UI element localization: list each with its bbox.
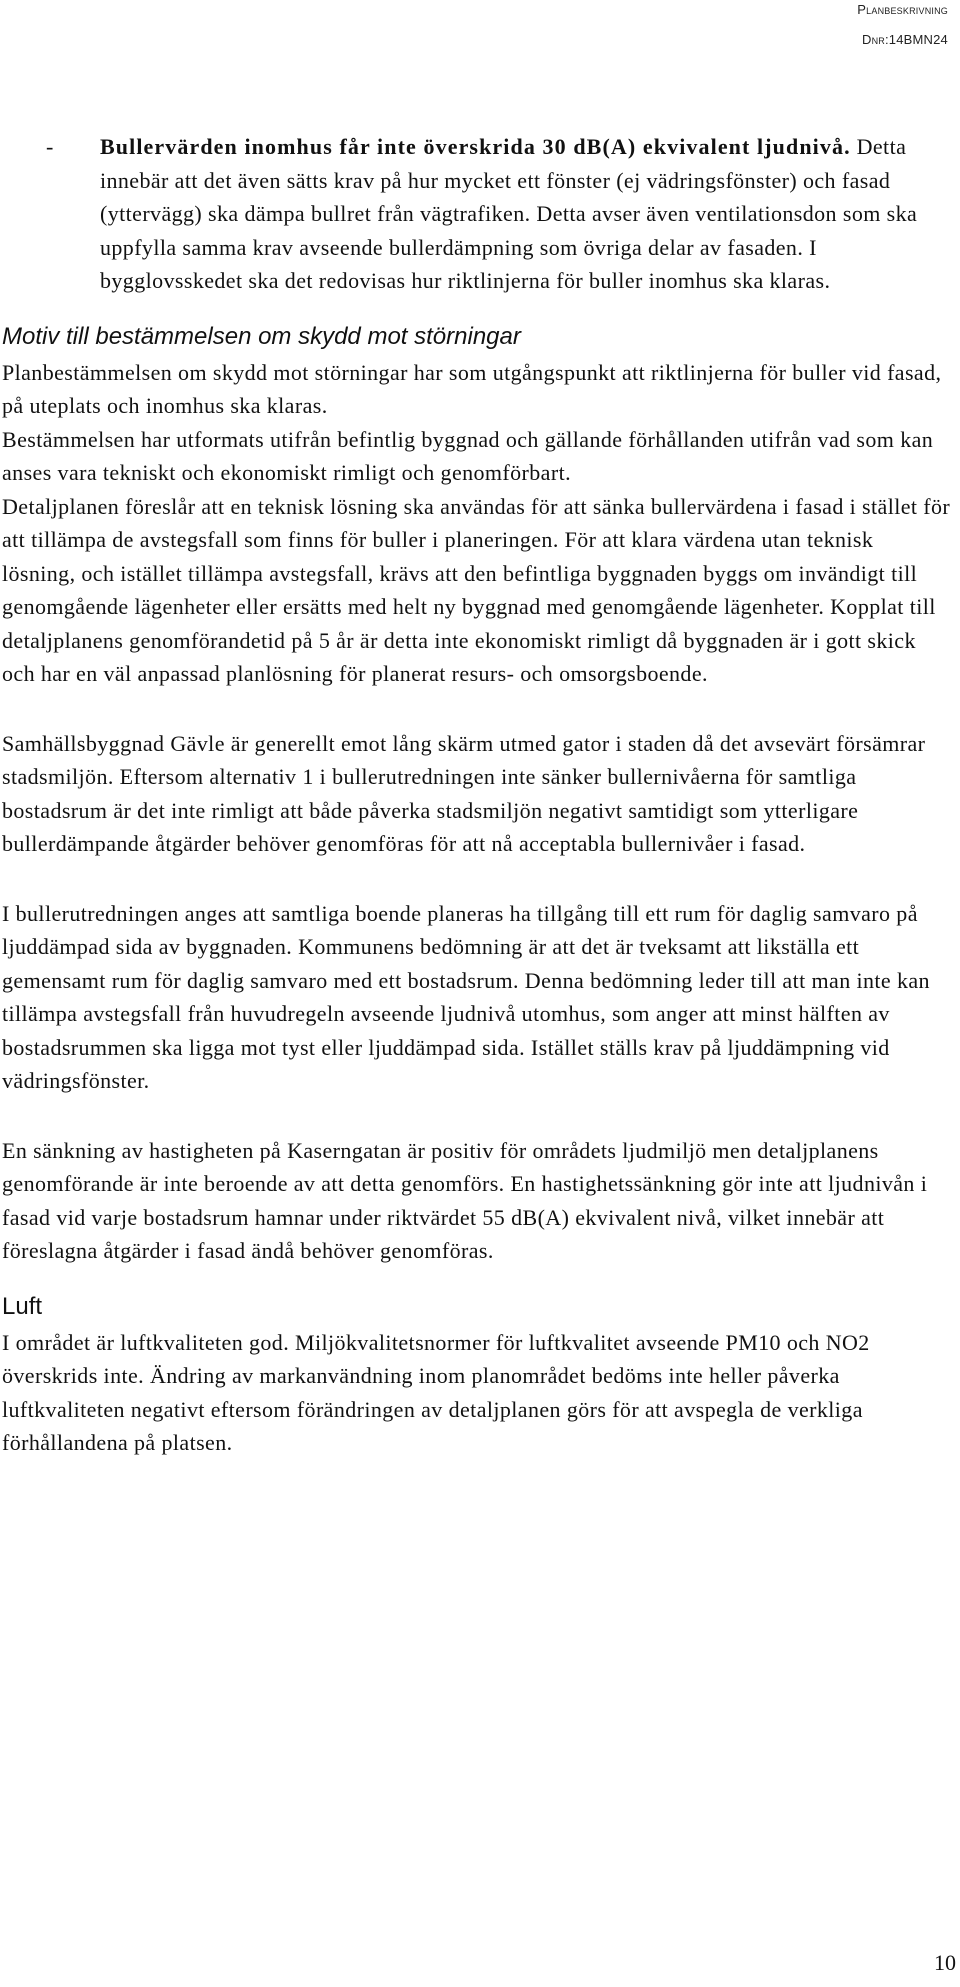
paragraph: Samhällsbyggnad Gävle är generellt emot lång skärm utmed gator i staden då det avsevärt försämrar stadsmiljön. Eftersom alternativ 1 i bullerutredningen inte sänker bullernivåerna för samtliga bostadsrum är det inte rimligt att både påverka stadsmiljön negativt samtidigt som ytterligare bullerdämpande åtgärder behöver genomföras för att nå acceptabla bullernivåer i fasad. xyxy=(2,730,926,856)
paragraph: Planbestämmelsen om skydd mot störningar har som utgångspunkt att riktlinjerna för buller vid fasad, på uteplats och inomhus ska klaras. xyxy=(2,359,942,418)
bullet-dash: - xyxy=(46,134,54,159)
paragraph: Detaljplanen föreslår att en teknisk lösning ska användas för att sänka bullervärdena i fasad i stället för att tillämpa de avstegsfall som finns för buller i planeringen. För att klara värdena utan teknisk lösning, och istället tillämpa avstegsfall, krävs att den befintliga byggnaden byggs om invändigt till genomgående lägenheter eller ersätts med helt ny byggnad med genomgående lägenheter. Kopplat till detaljplanens genomförandetid på 5 år är detta inte ekonomiskt rimligt då byggnaden är i gott skick och har en väl anpassad planlösning för planerat resurs- och omsorgsboende. xyxy=(2,493,951,686)
page-number: 10 xyxy=(934,1950,956,1975)
paragraph: I bullerutredningen anges att samtliga boende planeras ha tillgång till ett rum för daglig samvaro på ljuddämpad sida av byggnaden. Kommunens bedömning är att det är tveksamt att likställa ett gemensamt rum för daglig samvaro med ett bostadsrum. Denna bedömning leder till att man inte kan tillämpa avstegsfall från huvudregeln avseende ljudnivå utomhus, som anger att minst hälften av bostadsrummen ska ligga mot tyst eller ljuddämpad sida. Istället ställs krav på ljuddämpning vid vädringsfönster. xyxy=(2,900,930,1093)
header-dnr: Dnr:14BMN24 xyxy=(861,32,948,47)
bullet-bold-text: Bullervärden inomhus får inte överskrida 30 dB(A) ekvivalent ljudnivå. xyxy=(100,134,851,159)
paragraph: I området är luftkvaliteten god. Miljökvalitetsnormer för luftkvalitet avseende PM10 och NO2 överskrids inte. Ändring av markanvändning inom planområdet bedöms inte heller påverka luftkvaliteten negativt eftersom förändringen av detaljplanen görs för att avspegla de verkliga förhållandena på platsen. xyxy=(2,1329,870,1455)
section-heading-disturbance: Motiv till bestämmelsen om skydd mot störningar xyxy=(2,322,521,350)
bullet-item xyxy=(0,130,940,298)
header-doc-type: Planbeskrivning xyxy=(857,2,948,17)
paragraph: Bestämmelsen har utformats utifrån befintlig byggnad och gällande förhållanden utifrån vad som kan anses vara tekniskt och ekonomiskt rimligt och genomförbart. xyxy=(2,426,934,485)
page-content xyxy=(0,130,960,1460)
bullet-text: Detta innebär att det även sätts krav på hur mycket ett fönster (ej vädringsfönster) och fasad (yttervägg) ska dämpa bullret från vägtrafiken. Detta avser även ventilationsdon som ska uppfylla samma krav avseende bullerdämpning som övriga delar av fasaden. I bygglovsskedet ska det redovisas hur riktlinjerna för buller inomhus ska klaras. xyxy=(100,134,918,293)
section-heading-air: Luft xyxy=(2,1292,43,1320)
paragraph: En sänkning av hastigheten på Kaserngatan är positiv för områdets ljudmiljö men detaljplanens genomförande är inte beroende av att detta genomförs. En hastighetssänkning gör inte att ljudnivån i fasad vid varje bostadsrum hamnar under riktvärdet 55 dB(A) ekvivalent nivå, vilket innebär att föreslagna åtgärder i fasad ändå behöver genomföras. xyxy=(2,1137,928,1263)
